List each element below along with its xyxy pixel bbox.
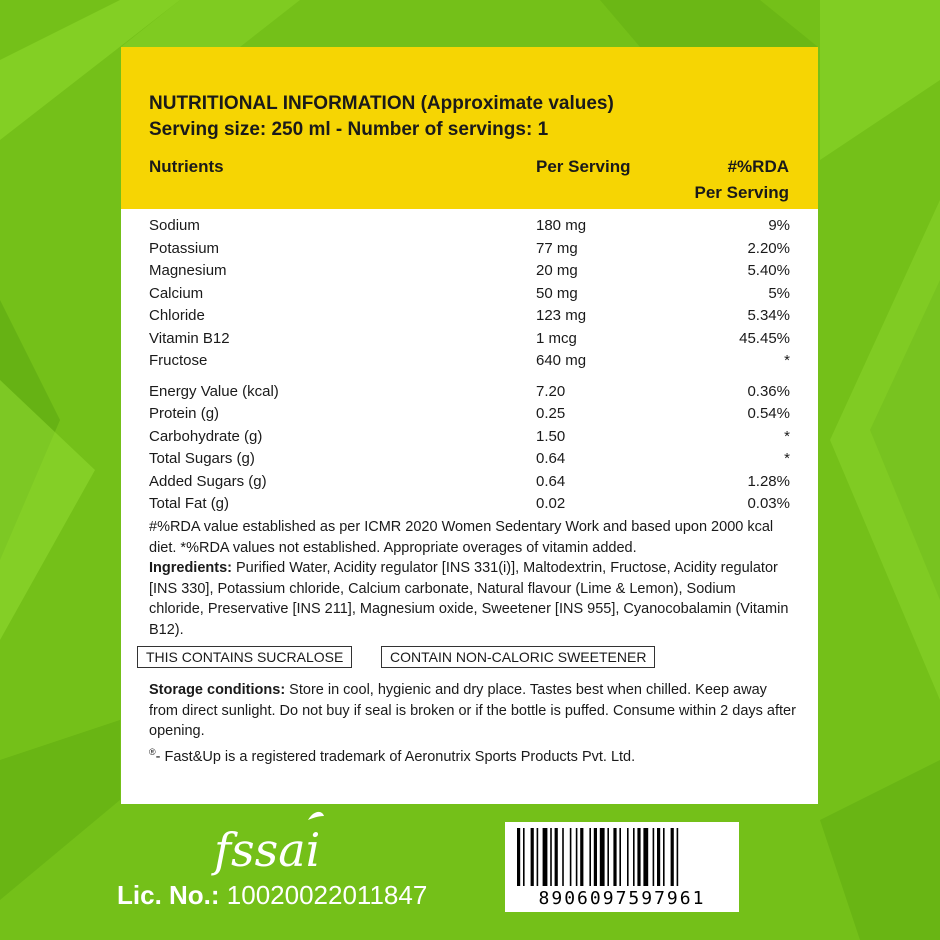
nutrient-rda: * — [784, 352, 790, 369]
table-row — [149, 428, 790, 451]
storage-conditions — [149, 680, 799, 742]
barcode-digits: 8906097597961 — [538, 888, 706, 909]
table-row — [149, 285, 790, 308]
nutrient-name: Vitamin B12 — [149, 329, 230, 347]
nutrient-name: Carbohydrate (g) — [149, 427, 263, 445]
nutrient-name: Sodium — [149, 217, 200, 234]
nutrient-table — [149, 217, 790, 518]
non-caloric-sweetener-badge: CONTAIN NON-CALORIC SWEETENER — [381, 646, 655, 668]
nutrient-rda: * — [784, 450, 790, 467]
nutrient-name: Fructose — [149, 352, 208, 369]
fssai-logo-icon — [210, 806, 330, 878]
column-header-rda-line2: Per Serving — [694, 183, 789, 202]
nutrient-rda: 5.40% — [747, 262, 790, 279]
nutrient-rda: 2.20% — [747, 239, 790, 257]
table-row — [149, 330, 790, 353]
table-row — [149, 473, 790, 496]
nutrient-rda: 0.03% — [747, 495, 790, 512]
nutrient-value: 1 mcg — [536, 329, 577, 347]
ingredients-text: Purified Water, Acidity regulator [INS 331(i)], Maltodextrin, Fructose, Acidity regulator [INS 330], Potassium chloride, Calcium carbonate, Natural flavour (Lime & Lemon), Sodium chloride, Preservative [INS 211], Magnesium oxide, Sweetener [INS 955], Cyanocobalamin (Vitamin B12). — [149, 560, 789, 638]
table-row — [149, 240, 790, 263]
table-row — [149, 262, 790, 285]
nutrient-rda: 0.54% — [747, 405, 790, 422]
nutrient-value: 640 mg — [536, 352, 587, 369]
nutrient-name: Magnesium — [149, 262, 227, 279]
nutrient-name: Total Sugars (g) — [149, 450, 255, 467]
storage-text: Store in cool, hygienic and dry place. Tastes best when chilled. Keep away from direct sunlight. Do not buy if seal is broken or if the bottle is puffed. Consume within 2 days after opening. — [149, 682, 796, 739]
column-header-rda-line1: #%RDA — [727, 157, 789, 176]
nutrient-name: Total Fat (g) — [149, 495, 230, 512]
rda-note: #%RDA value established as per ICMR 2020 Women Sedentary Work and based upon 2000 kcal diet. *%RDA values not established. Appropriate overages of vitamin added. — [149, 519, 774, 556]
trademark-text: - Fast&Up is a registered trademark of Aeronutrix Sports Products Pvt. Ltd. — [155, 748, 636, 765]
sucralose-badge: THIS CONTAINS SUCRALOSE — [137, 646, 352, 668]
nutrient-rda: 1.28% — [747, 472, 790, 490]
nutrient-rda: * — [784, 427, 790, 445]
nutrient-value: 0.02 — [536, 495, 566, 512]
nutrient-value: 123 mg — [536, 307, 587, 324]
ingredients-label: Ingredients: — [149, 560, 232, 576]
nutrient-value: 50 mg — [536, 284, 578, 302]
table-row — [149, 307, 790, 330]
nutrient-value: 1.50 — [536, 427, 566, 445]
table-gap — [149, 375, 790, 383]
column-header-rda — [695, 154, 790, 206]
nutrition-label-card — [121, 47, 818, 804]
nutrient-name: Energy Value (kcal) — [149, 382, 279, 400]
nutrient-value: 0.64 — [536, 450, 566, 467]
license-label: Lic. No.: — [117, 880, 220, 910]
barcode-icon — [505, 822, 739, 888]
trademark-note — [149, 742, 799, 767]
license-value: 10020022011847 — [219, 880, 428, 910]
table-row — [149, 217, 790, 240]
registered-icon: ® — [149, 746, 156, 757]
nutrient-name: Protein (g) — [149, 405, 220, 422]
nutrient-name: Added Sugars (g) — [149, 472, 267, 490]
svg-text:fssai: fssai — [214, 823, 321, 877]
nutrient-name: Chloride — [149, 307, 205, 324]
table-row — [149, 495, 790, 518]
nutrient-rda: 9% — [768, 217, 790, 234]
nutrition-title: NUTRITIONAL INFORMATION (Approximate values) — [149, 93, 614, 114]
nutrient-rda: 45.45% — [739, 329, 790, 347]
nutrient-name: Potassium — [149, 239, 220, 257]
license-number — [117, 880, 427, 911]
nutrient-rda: 5.34% — [747, 307, 790, 324]
storage-block — [149, 680, 799, 767]
nutrient-value: 20 mg — [536, 262, 578, 279]
nutrient-value: 0.25 — [536, 405, 566, 422]
nutrition-header — [121, 47, 818, 209]
column-header-per-serving: Per Serving — [536, 157, 631, 176]
serving-size: Serving size: 250 ml - Number of servings: 1 — [149, 119, 549, 140]
nutrient-value: 180 mg — [536, 217, 587, 234]
table-row — [149, 405, 790, 428]
nutrient-rda: 5% — [768, 284, 790, 302]
notes-block — [149, 517, 794, 640]
barcode — [505, 822, 739, 912]
column-header-nutrients: Nutrients — [149, 157, 224, 176]
table-row — [149, 383, 790, 406]
storage-label: Storage conditions: — [149, 682, 286, 698]
nutrient-name: Calcium — [149, 284, 204, 302]
nutrient-rda: 0.36% — [747, 382, 790, 400]
nutrient-value: 7.20 — [536, 382, 566, 400]
table-row — [149, 450, 790, 473]
nutrient-value: 0.64 — [536, 472, 566, 490]
table-row — [149, 352, 790, 375]
nutrient-value: 77 mg — [536, 239, 578, 257]
ingredients — [149, 558, 794, 640]
